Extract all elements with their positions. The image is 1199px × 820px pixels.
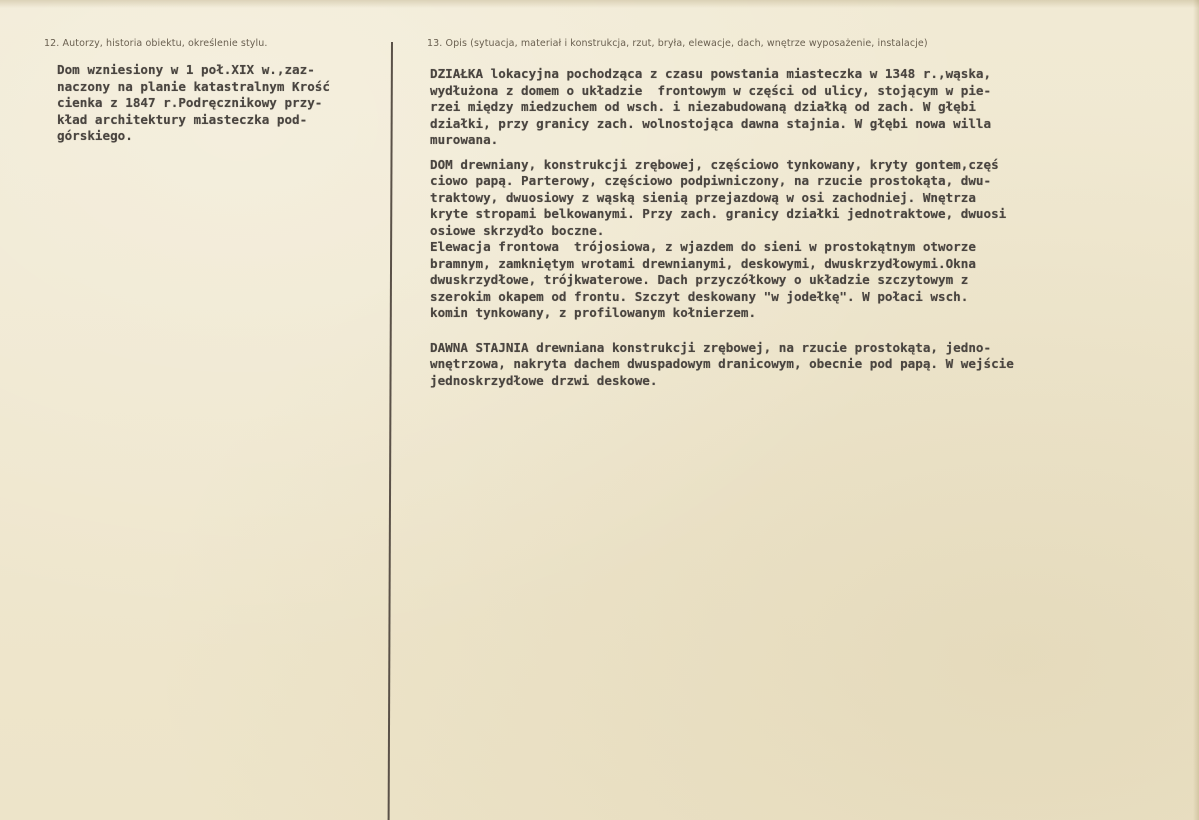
section-header-description: 13. Opis (sytuacja, materiał i konstrukcja, rzut, bryła, elewacje, dach, wnętrze wyposażenie, instalacje) [427, 38, 928, 49]
plot-line: rzei między miedzuchem od wsch. i niezabudowaną działką od zach. W głębi [430, 99, 976, 114]
history-text-block [57, 62, 392, 145]
plot-description-paragraph [430, 66, 1199, 149]
history-line: Dom wzniesiony w 1 poł.XIX w.,zaz- [57, 62, 315, 77]
house-line: komin tynkowany, z profilowanym kołnierzem. [430, 305, 757, 320]
plot-line: działki, przy granicy zach. wolnostojąca dawna stajnia. W głębi nowa willa [430, 115, 992, 131]
plot-line: DZIAŁKA lokacyjna pochodząca z czasu powstania miasteczka w 1348 r.,wąska, [430, 66, 992, 81]
history-line: kład architektury miasteczka pod- [57, 111, 308, 127]
description-text-block [430, 66, 1199, 389]
stable-line: jednoskrzydłowe drzwi deskowe. [430, 372, 658, 388]
page-edge-top [0, 0, 1199, 8]
history-line: cienka z 1847 r.Podręcznikowy przy- [57, 95, 323, 110]
house-line: osiowe skrzydło boczne. [430, 222, 605, 238]
column-divider [388, 42, 393, 820]
history-line: górskiego. [57, 128, 133, 143]
stable-line: wnętrzowa, nakryta dachem dwuspadowym dranicowym, obecnie pod papą. W wejście [430, 356, 1014, 371]
house-line: traktowy, dwuosiowy z wąską sienią przejazdową w osi zachodniej. Wnętrza [430, 189, 976, 205]
house-line: dwuskrzydłowe, trójkwaterowe. Dach przyczółkowy o układzie szczytowym z [430, 272, 969, 287]
plot-line: murowana. [430, 132, 499, 147]
stable-line: DAWNA STAJNIA drewniana konstrukcji zrębowej, na rzucie prostokąta, jedno- [430, 339, 992, 355]
history-line: naczony na planie katastralnym Krość [57, 78, 330, 94]
house-line: ciowo papą. Parterowy, częściowo podpiwniczony, na rzucie prostokąta, dwu- [430, 173, 992, 188]
house-line: DOM drewniany, konstrukcji zrębowej, częściowo tynkowany, kryty gontem,częś [430, 156, 999, 172]
house-line: bramnym, zamkniętym wrotami drewnianymi, deskowymi, dwuskrzydłowymi.Okna [430, 255, 976, 271]
house-line: szerokim okapem od frontu. Szczyt deskowany "w jodełkę". W połaci wsch. [430, 288, 969, 304]
house-line: Elewacja frontowa trójosiowa, z wjazdem do sieni w prostokątnym otworze [430, 239, 976, 254]
section-header-authors-history-style: 12. Autorzy, historia obiektu, określenie stylu. [44, 38, 268, 49]
house-description-paragraph [430, 157, 1199, 322]
stable-description-paragraph [430, 340, 1199, 390]
house-line: kryte stropami belkowanymi. Przy zach. granicy działki jednotraktowe, dwuosi [430, 206, 1007, 221]
plot-line: wydłużona z domem o układzie frontowym w części od ulicy, stojącym w pie- [430, 82, 992, 98]
